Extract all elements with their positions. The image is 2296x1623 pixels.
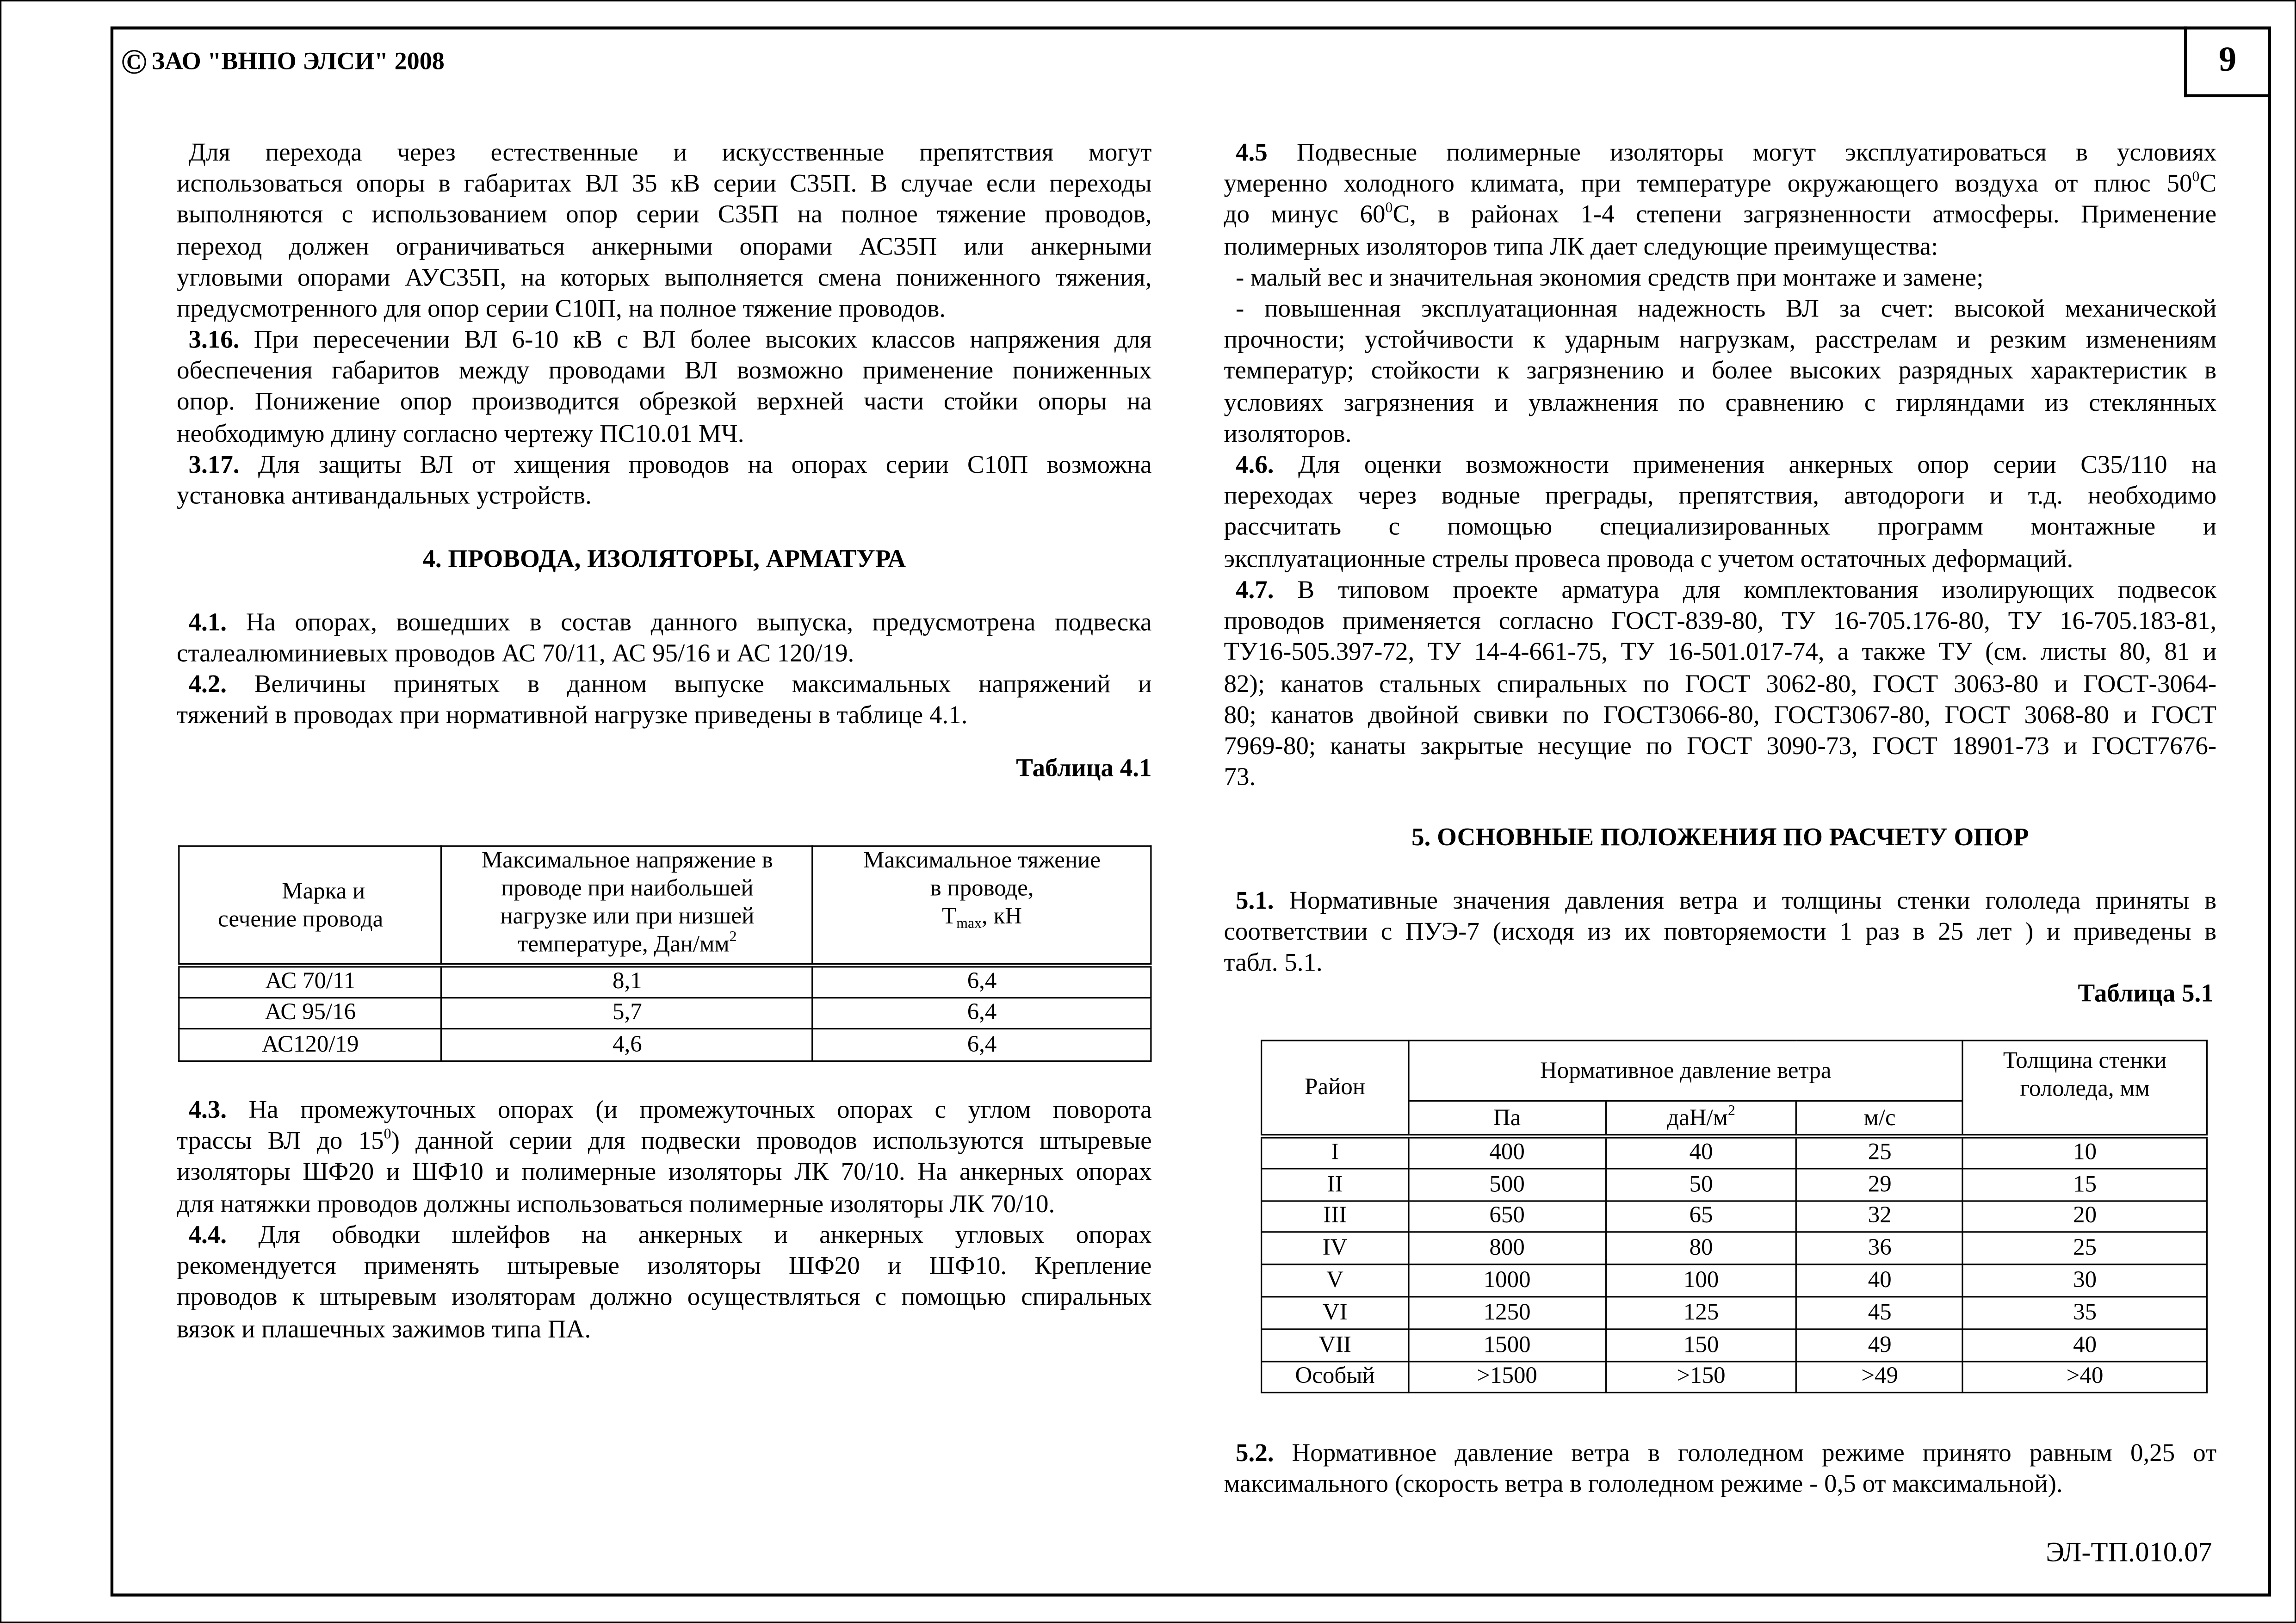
table-cell: 8,1 — [442, 966, 813, 997]
table-cell: 800 — [1409, 1233, 1606, 1264]
clause-number: 4.6. — [1235, 451, 1274, 479]
text-run: рекомендуется применять штыревые изоляторы ШФ20 и ШФ10. Крепление — [177, 1252, 1152, 1280]
text-line — [1224, 355, 2216, 386]
table-cell: 10 — [1963, 1136, 2207, 1168]
text-line — [177, 1126, 1151, 1157]
paragraph-4-7 — [1224, 574, 2216, 793]
text-run: На опорах, вошедших в состав данного выпуска, предусмотрена подвеска — [227, 608, 1152, 637]
superscript: 2 — [729, 929, 737, 946]
table-cell: Особый — [1262, 1361, 1409, 1393]
clause-number: 3.16. — [188, 325, 240, 353]
text-line — [442, 931, 812, 959]
table-cell: 20 — [1963, 1201, 2207, 1233]
text-run: С, в районах 1-4 степени загрязненности атмосферы. Применение — [1392, 201, 2217, 229]
table-row — [1262, 1168, 2207, 1200]
table-5-1 — [1261, 1040, 2208, 1394]
text-line — [1224, 917, 2216, 948]
superscript: 2 — [1727, 1102, 1735, 1119]
copyright-icon: © — [121, 44, 148, 83]
subscript: max — [956, 916, 982, 933]
table-row — [1262, 1329, 2207, 1361]
paragraph-4-4 — [177, 1220, 1151, 1344]
text-line — [1224, 885, 2216, 916]
text-run: С — [2199, 169, 2217, 198]
table-cell: 5,7 — [442, 997, 813, 1028]
table-cell: 29 — [1797, 1168, 1963, 1200]
table-row — [1262, 1264, 2207, 1296]
text-run: Для защиты ВЛ от хищения проводов на опорах серии С10П возможна — [239, 451, 1152, 479]
paragraph-intro — [177, 137, 1151, 324]
text-run: проводов к штыревым изоляторам должно осуществляться с помощью спиральных — [177, 1283, 1152, 1312]
paragraph-5-1 — [1224, 885, 2216, 979]
table-cell: VII — [1262, 1329, 1409, 1361]
table-row — [1262, 1233, 2207, 1264]
table-row — [179, 966, 1151, 997]
text-line — [1224, 480, 2216, 511]
table-row — [1262, 1361, 2207, 1393]
table-row — [179, 1029, 1151, 1060]
table-cell: АС 70/11 — [179, 966, 442, 997]
text-run: сечение провода — [218, 906, 384, 932]
text-line — [1224, 324, 2216, 355]
text-run: изоляторов. — [1224, 419, 1352, 447]
text-run: соответствии с ПУЭ-7 (исходя из их повторяемости 1 раз в 25 лет ) и приведены в — [1224, 917, 2217, 946]
table-cell: 30 — [1963, 1264, 2207, 1296]
table-cell: II — [1262, 1168, 1409, 1200]
section-4-heading: 4. ПРОВОДА, ИЗОЛЯТОРЫ, АРМАТУРА — [422, 545, 906, 573]
text-run: опор. Понижение опор производится обрезкой верхней части стойки опоры на — [177, 388, 1152, 416]
text-run: прочности; устойчивости к ударным нагрузкам, расстрелам и резким изменениям — [1224, 326, 2217, 354]
text-line — [442, 875, 812, 903]
text-run: умеренно холодного климата, при температуре окружающего воздуха от плюс 50 — [1224, 169, 2192, 198]
text-run: Нормативные значения давления ветра и толщины стенки гололеда приняты в — [1274, 886, 2217, 915]
table-row — [1262, 1136, 2207, 1168]
text-line — [1224, 293, 2216, 324]
text-line — [177, 1251, 1151, 1282]
table-cell: 40 — [1797, 1264, 1963, 1296]
table-cell: V — [1262, 1264, 1409, 1296]
text-line — [1963, 1075, 2206, 1103]
text-line — [177, 700, 1151, 731]
text-line — [177, 199, 1151, 230]
table-cell: 35 — [1963, 1297, 2207, 1329]
text-run: Для оценки возможности применения анкерных опор серии С35/110 на — [1274, 451, 2217, 479]
table-header-row — [179, 846, 1151, 966]
table-cell: 6,4 — [813, 966, 1151, 997]
text-line — [177, 168, 1151, 199]
table-4-1 — [178, 845, 1151, 1061]
table-cell: 125 — [1606, 1297, 1797, 1329]
text-run: , кН — [982, 904, 1022, 929]
text-run: использоваться опоры в габаритах ВЛ 35 кВ серии С35П. В случае если переходы — [177, 169, 1152, 198]
text-run: Нормативное давление ветра в гололедном режиме принято равным 0,25 от — [1274, 1439, 2217, 1467]
text-line — [177, 1094, 1151, 1125]
paragraph-4-6 — [1224, 449, 2216, 574]
table-cell: 40 — [1606, 1136, 1797, 1168]
text-run: 80; канатов двойной свивки по ГОСТ3066-80, ГОСТ3067-80, ГОСТ 3068-80 и ГОСТ — [1224, 700, 2217, 729]
column-header: Нормативное давление ветра — [1409, 1041, 1963, 1101]
text-run: Подвесные полимерные изоляторы могут эксплуатироваться в условиях — [1267, 138, 2217, 167]
text-run: При пересечении ВЛ 6-10 кВ с ВЛ более высоких классов напряжения для — [239, 325, 1152, 353]
table-cell: 80 — [1606, 1233, 1797, 1264]
text-run: - повышенная эксплуатационная надежность ВЛ за счет: высокой механической — [1235, 294, 2217, 323]
superscript: 0 — [1385, 201, 1393, 217]
table-cell: 15 — [1963, 1168, 2207, 1200]
clause-number: 3.17. — [188, 451, 240, 479]
text-line — [1224, 948, 2216, 979]
text-line — [1224, 1468, 2216, 1499]
text-run: изоляторы ШФ20 и ШФ10 и полимерные изоляторы ЛК 70/10. На анкерных опорах — [177, 1158, 1152, 1186]
document-code: ЭЛ-ТП.010.07 — [2046, 1537, 2212, 1569]
text-line — [1224, 1437, 2216, 1468]
text-run: сталеалюминиевых проводов АС 70/11, АС 95/16 и АС 120/19. — [177, 639, 854, 668]
bullet-item — [1224, 293, 2216, 449]
column-header — [179, 846, 442, 966]
text-run: Для перехода через естественные и искусственные препятствия могут — [188, 138, 1152, 167]
table-header-row — [1262, 1041, 2207, 1101]
table-cell: >49 — [1797, 1361, 1963, 1393]
clause-number: 4.5 — [1235, 138, 1268, 167]
text-run: для натяжки проводов должны использоваться полимерные изоляторы ЛК 70/10. — [177, 1189, 1055, 1218]
paragraph-4-2 — [177, 669, 1151, 731]
text-run: в проводе, — [930, 876, 1034, 902]
column-header: м/с — [1797, 1101, 1963, 1136]
page-header — [121, 44, 445, 84]
text-run: до минус 60 — [1224, 201, 1386, 229]
table-cell: 25 — [1963, 1233, 2207, 1264]
clause-number: 4.1. — [188, 608, 227, 637]
table-cell: 45 — [1797, 1297, 1963, 1329]
text-run: проводов применяется согласно ГОСТ-839-80, ТУ 16-705.176-80, ТУ 16-705.183-81, — [1224, 607, 2217, 635]
text-line — [1224, 449, 2216, 480]
paragraph-4-1 — [177, 607, 1151, 669]
text-line — [1224, 699, 2216, 730]
page-number: 9 — [2184, 26, 2268, 97]
text-run: установка антивандальных устройств. — [177, 482, 592, 510]
text-run: предусмотренного для опор серии С10П, на полное тяжение проводов. — [177, 294, 946, 322]
text-run: трассы ВЛ до 15 — [177, 1127, 384, 1155]
paragraph-4-5 — [1224, 137, 2216, 262]
text-run: Максимальное напряжение в — [481, 848, 773, 873]
text-run: Марка и — [282, 878, 365, 904]
text-line — [206, 877, 441, 905]
table-cell: 150 — [1606, 1329, 1797, 1361]
text-run: 73. — [1224, 763, 1256, 791]
bullet-item — [1224, 262, 2216, 293]
text-run: табл. 5.1. — [1224, 949, 1323, 977]
text-line — [177, 230, 1151, 261]
text-line — [177, 449, 1151, 480]
table-cell: 49 — [1797, 1329, 1963, 1361]
company-name: ЗАО "ВНПО ЭЛСИ" 2008 — [151, 47, 445, 75]
text-line — [1224, 512, 2216, 543]
text-line — [1224, 262, 2216, 293]
text-run: необходимую длину согласно чертежу ПС10.01 МЧ. — [177, 419, 744, 447]
text-line — [177, 386, 1151, 417]
text-line — [177, 638, 1151, 669]
column-header: Район — [1262, 1041, 1409, 1136]
text-run: T — [942, 904, 957, 929]
table-cell: 50 — [1606, 1168, 1797, 1200]
table-row — [179, 997, 1151, 1028]
table-cell: 32 — [1797, 1201, 1963, 1233]
text-run: ) данной серии для подвески проводов используются штыревые — [391, 1127, 1152, 1155]
text-line — [177, 1188, 1151, 1219]
clause-number: 4.4. — [188, 1220, 227, 1249]
text-run: полимерных изоляторов типа ЛК дает следующие преимущества: — [1224, 232, 1938, 260]
text-run: угловыми опорами АУС35П, на которых выполняется смена пониженного тяжения, — [177, 263, 1152, 291]
text-run: нагрузке или при низшей — [500, 904, 755, 929]
table-cell: 400 — [1409, 1136, 1606, 1168]
paragraph-3-16 — [177, 324, 1151, 449]
text-line — [1224, 731, 2216, 762]
text-line — [177, 480, 1151, 511]
text-line — [1224, 574, 2216, 605]
text-run: На промежуточных опорах (и промежуточных опорах с углом поворота — [227, 1096, 1152, 1124]
table-cell: III — [1262, 1201, 1409, 1233]
table-cell: 6,4 — [813, 1029, 1151, 1060]
text-line — [177, 293, 1151, 324]
text-line — [1224, 230, 2216, 261]
table-cell: IV — [1262, 1233, 1409, 1264]
table-cell: 500 — [1409, 1168, 1606, 1200]
text-line — [814, 903, 1150, 933]
text-run: тяжений в проводах при нормативной нагрузке приведены в таблице 4.1. — [177, 701, 968, 730]
text-line — [177, 1157, 1151, 1188]
table-5-1-caption: Таблица 5.1 — [2078, 979, 2214, 1008]
section-5-heading: 5. ОСНОВНЫЕ ПОЛОЖЕНИЯ ПО РАСЧЕТУ ОПОР — [1411, 823, 2029, 851]
text-run: Толщина стенки — [2003, 1048, 2167, 1074]
table-row — [1262, 1297, 2207, 1329]
text-line — [177, 262, 1151, 293]
paragraph-5-2 — [1224, 1437, 2216, 1500]
text-run: даН/м — [1667, 1105, 1728, 1131]
text-line — [177, 355, 1151, 386]
text-run: обеспечения габаритов между проводами ВЛ возможно применение пониженных — [177, 356, 1152, 385]
text-run: 7969-80; канаты закрытые несущие по ГОСТ 3090-73, ГОСТ 18901-73 и ГОСТ7676- — [1224, 731, 2217, 760]
text-line — [177, 669, 1151, 700]
text-run: выполняются с использованием опор серии С35П на полное тяжение проводов, — [177, 201, 1152, 229]
text-line — [177, 607, 1151, 638]
table-cell: 36 — [1797, 1233, 1963, 1264]
text-line — [177, 1313, 1151, 1344]
text-run: рассчитать с помощью специализированных программ монтажные и — [1224, 513, 2217, 541]
column-header: Па — [1409, 1101, 1606, 1136]
text-run: проводе при наибольшей — [501, 876, 754, 902]
table-cell: АС120/19 — [179, 1029, 442, 1060]
column-header — [813, 846, 1151, 966]
text-line — [177, 137, 1151, 168]
table-cell: >1500 — [1409, 1361, 1606, 1393]
table-cell: 650 — [1409, 1201, 1606, 1233]
text-run: максимального (скорость ветра в гололедном режиме - 0,5 от максимальной). — [1224, 1470, 2063, 1499]
text-run: переход должен ограничиваться анкерными опорами АС35П или анкерными — [177, 232, 1152, 260]
text-run: В типовом проекте арматура для комплектования изолирующих подвесок — [1274, 576, 2217, 604]
text-line — [177, 1282, 1151, 1313]
table-cell: 65 — [1606, 1201, 1797, 1233]
table-cell: 1500 — [1409, 1329, 1606, 1361]
text-line — [1224, 418, 2216, 449]
clause-number: 4.7. — [1235, 576, 1274, 604]
table-cell: >150 — [1606, 1361, 1797, 1393]
text-run: - малый вес и значительная экономия средств при монтаже и замене; — [1235, 263, 1984, 292]
text-line — [177, 1220, 1151, 1251]
column-header — [442, 846, 813, 966]
table-cell: >40 — [1963, 1361, 2207, 1393]
text-line — [814, 875, 1150, 903]
column-header — [1606, 1101, 1797, 1136]
superscript: 0 — [2192, 169, 2200, 186]
text-line — [814, 847, 1150, 874]
text-line — [1224, 762, 2216, 793]
text-line — [1224, 606, 2216, 637]
text-run: переходах через водные преграды, препятствия, автодороги и т.д. необходимо — [1224, 482, 2217, 510]
text-line — [206, 905, 441, 933]
text-line — [1224, 168, 2216, 199]
clause-number: 5.2. — [1235, 1439, 1274, 1467]
text-run: Величины принятых в данном выпуске максимальных напряжений и — [227, 670, 1152, 698]
text-line — [1224, 137, 2216, 168]
text-line — [1224, 637, 2216, 668]
table-cell: 6,4 — [813, 997, 1151, 1028]
table-cell: 40 — [1963, 1329, 2207, 1361]
text-line — [177, 418, 1151, 449]
text-line — [1224, 668, 2216, 699]
text-run: ТУ16-505.397-72, ТУ 14-4-661-75, ТУ 16-501.017-74, а также ТУ (см. листы 80, 81 и — [1224, 638, 2217, 667]
text-run: 82); канатов стальных спиральных по ГОСТ 3062-80, ГОСТ 3063-80 и ГОСТ-3064- — [1224, 669, 2217, 698]
clause-number: 4.3. — [188, 1096, 227, 1124]
text-line — [1963, 1047, 2206, 1075]
table-row — [1262, 1201, 2207, 1233]
text-line — [1224, 199, 2216, 230]
text-run: температуре, Дан/мм — [518, 932, 730, 958]
table-cell: АС 95/16 — [179, 997, 442, 1028]
text-line — [442, 903, 812, 930]
table-cell: 25 — [1797, 1136, 1963, 1168]
text-line — [1224, 543, 2216, 574]
clause-number: 5.1. — [1235, 886, 1274, 915]
table-cell: I — [1262, 1136, 1409, 1168]
text-run: Для обводки шлейфов на анкерных и анкерных угловых опорах — [227, 1220, 1152, 1249]
table-cell: 1250 — [1409, 1297, 1606, 1329]
column-header — [1963, 1041, 2207, 1136]
superscript: 0 — [384, 1127, 391, 1143]
table-cell: 4,6 — [442, 1029, 813, 1060]
text-run: гололеда, мм — [2020, 1076, 2150, 1102]
paragraph-3-17 — [177, 449, 1151, 512]
table-cell: 1000 — [1409, 1264, 1606, 1296]
text-run: Максимальное тяжение — [863, 848, 1101, 873]
text-run: вязок и плашечных зажимов типа ПА. — [177, 1314, 591, 1343]
text-run: условиях загрязнения и увлажнения по сравнению с гирляндами из стеклянных — [1224, 388, 2217, 416]
text-run: температур; стойкости к загрязнению и более высоких разрядных характеристик в — [1224, 357, 2217, 385]
paragraph-4-3 — [177, 1094, 1151, 1219]
text-line — [442, 847, 812, 874]
clause-number: 4.2. — [188, 670, 227, 698]
text-line — [1224, 387, 2216, 418]
table-4-1-caption: Таблица 4.1 — [1016, 754, 1152, 782]
table-cell: VI — [1262, 1297, 1409, 1329]
table-cell: 100 — [1606, 1264, 1797, 1296]
text-line — [177, 324, 1151, 355]
text-run: эксплуатационные стрелы провеса провода с учетом остаточных деформаций. — [1224, 544, 2073, 572]
